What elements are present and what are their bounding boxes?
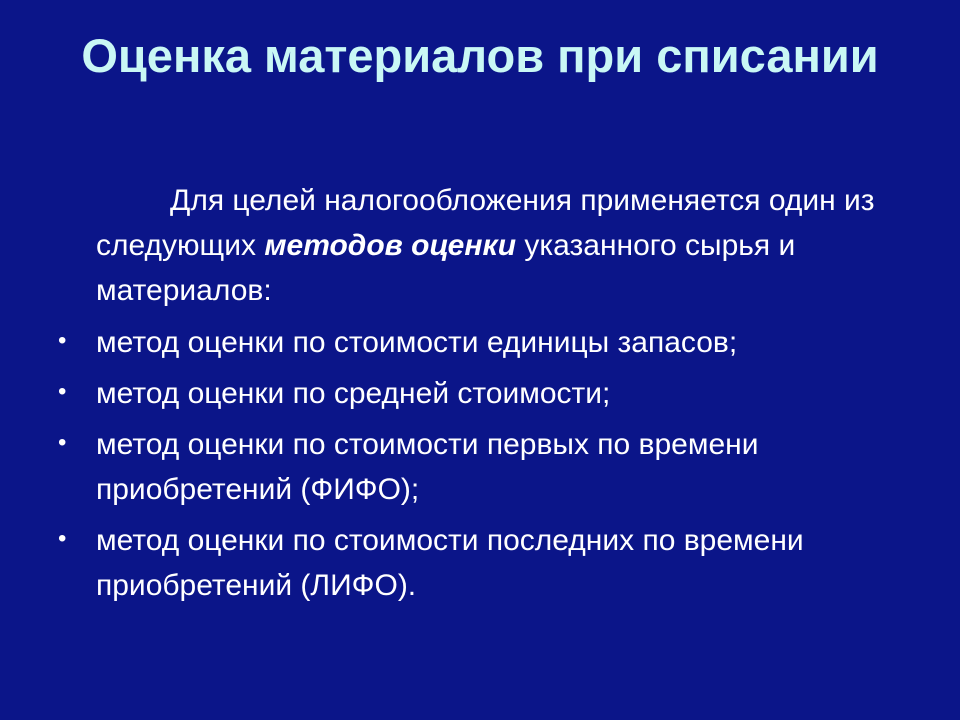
list-item bbox=[0, 320, 896, 365]
bullet-icon: • bbox=[58, 378, 67, 405]
intro-paragraph bbox=[96, 178, 916, 313]
intro-text-end: указанного сырья и материалов: bbox=[96, 229, 796, 307]
list-item bbox=[0, 518, 896, 608]
bullet-icon: • bbox=[58, 429, 67, 456]
list-item-text: метод оценки по стоимости первых по времени приобретений (ФИФО); bbox=[96, 428, 759, 506]
list-item-text: метод оценки по стоимости единицы запасов; bbox=[96, 326, 738, 359]
bullet-icon: • bbox=[58, 327, 67, 354]
intro-text-start: Для целей налогообложения применяется один из следующих bbox=[96, 184, 875, 262]
intro-emphasis: методов оценки bbox=[264, 229, 517, 262]
list-item bbox=[0, 422, 896, 512]
list-item-text: метод оценки по средней стоимости; bbox=[96, 377, 611, 410]
slide-title: Оценка материалов при списании bbox=[81, 29, 879, 82]
bullet-icon: • bbox=[58, 525, 67, 552]
list-item-text: метод оценки по стоимости последних по времени приобретений (ЛИФО). bbox=[96, 524, 804, 602]
bullet-list bbox=[0, 320, 960, 614]
list-item bbox=[0, 371, 896, 416]
